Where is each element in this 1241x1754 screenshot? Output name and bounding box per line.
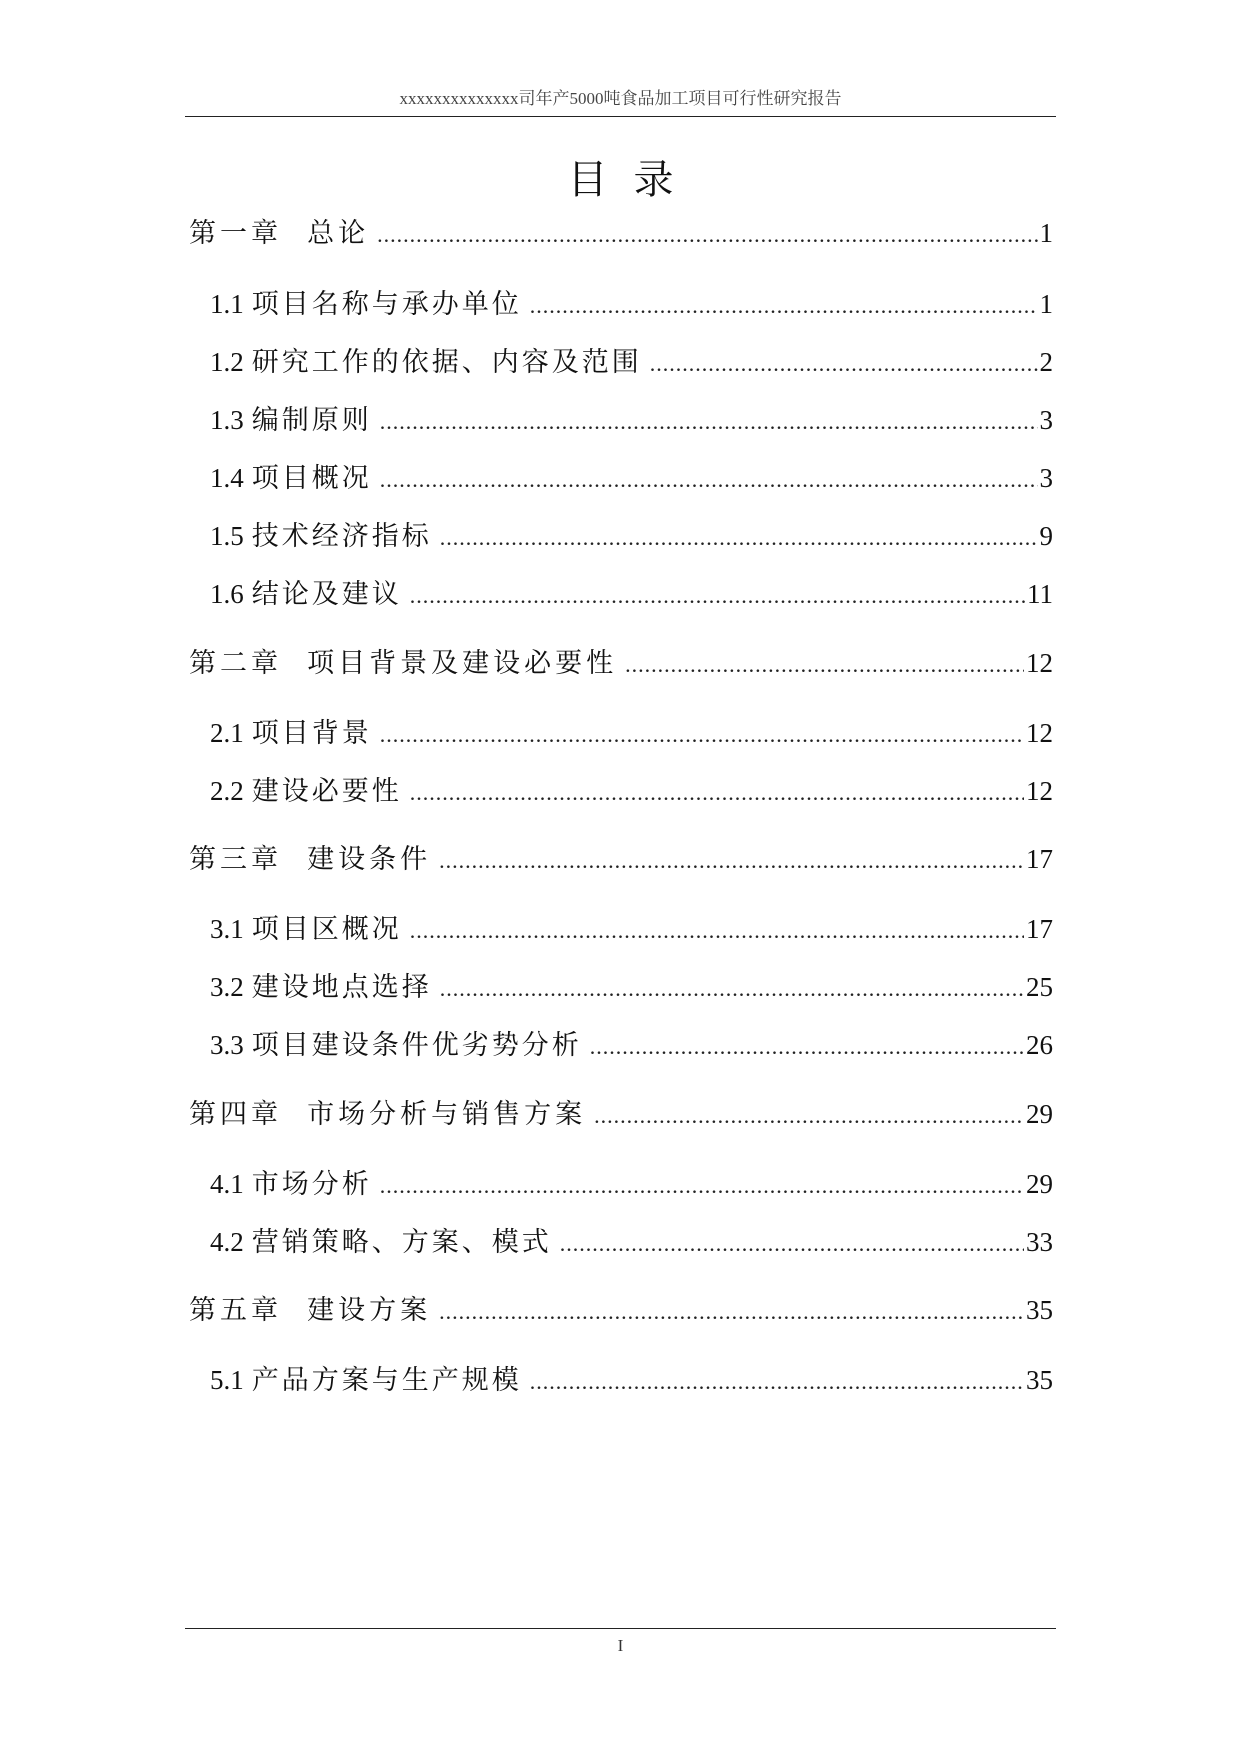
toc-dot-leader — [380, 715, 1024, 755]
toc-entry-number: 1.4 — [210, 463, 244, 493]
toc-entry-label — [189, 1291, 431, 1331]
toc-entry-number: 4.2 — [210, 1227, 244, 1257]
toc-entry-page-number: 25 — [1026, 972, 1053, 1002]
toc-entry-text: 建设必要性 — [251, 776, 402, 807]
toc-chapter-entry[interactable] — [189, 213, 1053, 253]
toc-entry-number: 4.1 — [210, 1169, 244, 1199]
toc-dot-leader — [560, 1224, 1024, 1264]
toc-entry-text: 第四章 市场分析与销售方案 — [189, 1099, 587, 1130]
toc-section-entry[interactable] — [210, 284, 1053, 324]
toc-dot-leader — [590, 1027, 1024, 1067]
toc-entry-page-number: 26 — [1026, 1030, 1053, 1060]
toc-entry-number: 1.6 — [210, 579, 244, 609]
toc-entry-text: 市场分析 — [251, 1169, 372, 1200]
toc-entry-text: 项目区概况 — [251, 914, 402, 945]
footer-divider — [185, 1628, 1056, 1629]
toc-entry-number: 2.1 — [210, 718, 244, 748]
toc-entry-label — [189, 840, 431, 880]
toc-section-entry[interactable] — [210, 1360, 1053, 1400]
toc-entry-label — [210, 342, 642, 383]
toc-entry-number: 5.1 — [210, 1365, 244, 1395]
toc-dot-leader — [410, 576, 1025, 616]
toc-dot-leader — [410, 911, 1024, 951]
toc-dot-leader — [440, 969, 1024, 1009]
toc-dot-leader — [439, 841, 1024, 881]
toc-section-entry[interactable] — [210, 400, 1053, 440]
toc-section-entry[interactable] — [210, 909, 1053, 949]
toc-entry-number: 1.1 — [210, 289, 244, 319]
toc-dot-leader — [530, 286, 1038, 326]
toc-entry-text: 第二章 项目背景及建设必要性 — [189, 648, 618, 679]
toc-entry-label — [210, 909, 402, 950]
toc-entry-text: 编制原则 — [251, 405, 372, 436]
toc-entry-label — [210, 713, 372, 754]
toc-entry-label — [210, 458, 372, 499]
toc-entry-number: 3.3 — [210, 1030, 244, 1060]
toc-entry-page-number: 12 — [1026, 718, 1053, 748]
toc-section-entry[interactable] — [210, 713, 1053, 753]
toc-dot-leader — [380, 402, 1038, 442]
toc-entry-page-number: 12 — [1026, 776, 1053, 806]
toc-entry-page-number: 3 — [1039, 463, 1053, 493]
toc-section-entry[interactable] — [210, 967, 1053, 1007]
toc-section-entry[interactable] — [210, 342, 1053, 382]
toc-entry-page-number: 11 — [1027, 579, 1053, 609]
toc-entry-page-number: 35 — [1026, 1365, 1053, 1395]
toc-dot-leader — [410, 773, 1024, 813]
toc-entry-text: 营销策略、方案、模式 — [251, 1227, 552, 1258]
page-header: xxxxxxxxxxxxxx司年产5000吨食品加工项目可行性研究报告 — [185, 82, 1056, 117]
toc-section-entry[interactable] — [210, 458, 1053, 498]
toc-entry-label — [189, 214, 369, 254]
toc-entry-text: 第三章 建设条件 — [189, 844, 432, 875]
toc-entry-page-number: 17 — [1026, 844, 1053, 874]
toc-entry-label — [210, 1025, 582, 1066]
toc-dot-leader — [650, 344, 1038, 384]
toc-entry-text: 第一章 总论 — [189, 218, 370, 249]
toc-dot-leader — [380, 460, 1038, 500]
toc-section-entry[interactable] — [210, 516, 1053, 556]
toc-chapter-entry[interactable] — [189, 1094, 1053, 1134]
toc-entry-text: 技术经济指标 — [251, 521, 432, 552]
toc-dot-leader — [530, 1362, 1024, 1402]
toc-entry-page-number: 1 — [1039, 289, 1053, 319]
toc-section-entry[interactable] — [210, 1164, 1053, 1204]
toc-title: 目录 — [567, 157, 700, 203]
toc-entry-number: 1.5 — [210, 521, 244, 551]
toc-dot-leader — [377, 215, 1037, 255]
toc-entry-text: 建设地点选择 — [251, 972, 432, 1003]
toc-entry-text: 项目背景 — [251, 718, 372, 749]
page-number: I — [617, 1636, 624, 1655]
toc-dot-leader — [439, 1292, 1024, 1332]
toc-entry-number: 2.2 — [210, 776, 244, 806]
toc-chapter-entry[interactable] — [189, 643, 1053, 683]
toc-entry-label — [210, 967, 432, 1008]
toc-entry-page-number: 29 — [1026, 1099, 1053, 1129]
toc-entry-page-number: 33 — [1026, 1227, 1053, 1257]
toc-entry-label — [210, 771, 402, 812]
toc-entry-number: 1.3 — [210, 405, 244, 435]
toc-dot-leader — [625, 645, 1024, 685]
toc-entry-label — [210, 516, 432, 557]
toc-entry-page-number: 29 — [1026, 1169, 1053, 1199]
toc-entry-page-number: 35 — [1026, 1295, 1053, 1325]
toc-dot-leader — [440, 518, 1038, 558]
toc-entry-label — [210, 574, 402, 615]
toc-section-entry[interactable] — [210, 771, 1053, 811]
toc-entry-text: 产品方案与生产规模 — [251, 1365, 522, 1396]
toc-entry-label — [210, 1360, 522, 1401]
toc-section-entry[interactable] — [210, 1025, 1053, 1065]
toc-entry-text: 项目建设条件优劣势分析 — [251, 1030, 582, 1061]
toc-entry-text: 项目名称与承办单位 — [251, 289, 522, 320]
toc-entry-label — [189, 644, 617, 684]
toc-entry-page-number: 1 — [1039, 218, 1053, 248]
toc-section-entry[interactable] — [210, 1222, 1053, 1262]
toc-entry-page-number: 12 — [1026, 648, 1053, 678]
toc-entry-number: 1.2 — [210, 347, 244, 377]
toc-entry-page-number: 9 — [1039, 521, 1053, 551]
toc-entry-label — [210, 1222, 552, 1263]
toc-entry-text: 第五章 建设方案 — [189, 1295, 432, 1326]
toc-entry-page-number: 17 — [1026, 914, 1053, 944]
toc-entry-page-number: 2 — [1039, 347, 1053, 377]
toc-entry-label — [210, 284, 522, 325]
toc-entry-text: 项目概况 — [251, 463, 372, 494]
toc-entry-label — [210, 400, 372, 441]
toc-entry-text: 结论及建议 — [251, 579, 402, 610]
toc-entry-label — [210, 1164, 372, 1205]
toc-chapter-entry[interactable] — [189, 839, 1053, 879]
toc-entry-number: 3.1 — [210, 914, 244, 944]
toc-section-entry[interactable] — [210, 574, 1053, 614]
toc-entry-text: 研究工作的依据、内容及范围 — [251, 347, 642, 378]
toc-dot-leader — [380, 1166, 1024, 1206]
toc-entry-label — [189, 1095, 586, 1135]
toc-chapter-entry[interactable] — [189, 1290, 1053, 1330]
toc-entry-page-number: 3 — [1039, 405, 1053, 435]
toc-dot-leader — [594, 1096, 1024, 1136]
toc-entry-number: 3.2 — [210, 972, 244, 1002]
